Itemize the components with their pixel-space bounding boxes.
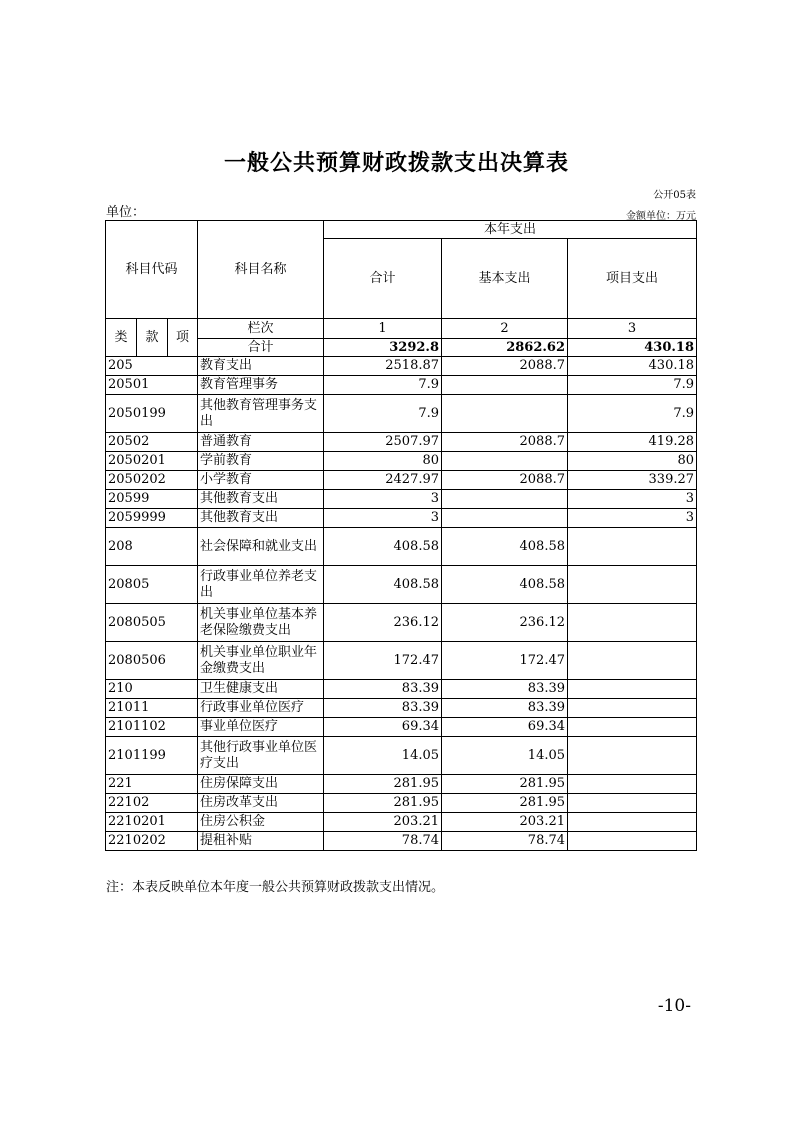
cell-project (568, 680, 697, 699)
cell-code: 208 (106, 528, 198, 566)
header-project: 项目支出 (568, 239, 697, 319)
cell-total: 281.95 (324, 775, 442, 794)
cell-project (568, 832, 697, 851)
cell-project (568, 566, 697, 604)
cell-basic (442, 452, 568, 471)
cell-project (568, 528, 697, 566)
cell-name: 小学教育 (198, 471, 324, 490)
cell-total: 281.95 (324, 794, 442, 813)
cell-project (568, 642, 697, 680)
cell-basic: 408.58 (442, 528, 568, 566)
cell-project: 3 (568, 509, 697, 528)
page-title: 一般公共预算财政拨款支出决算表 (223, 151, 569, 176)
cell-name: 其他教育支出 (198, 509, 324, 528)
cell-code: 20805 (106, 566, 198, 604)
cell-total: 203.21 (324, 813, 442, 832)
cell-basic: 281.95 (442, 775, 568, 794)
cell-name: 事业单位医疗 (198, 718, 324, 737)
table-row (106, 357, 697, 376)
cell-basic: 236.12 (442, 604, 568, 642)
table-row (106, 813, 697, 832)
cell-project: 80 (568, 452, 697, 471)
cell-name: 其他行政事业单位医疗支出 (198, 737, 324, 775)
cell-name: 卫生健康支出 (198, 680, 324, 699)
cell-basic (442, 490, 568, 509)
table-row (106, 699, 697, 718)
header-total: 合计 (324, 239, 442, 319)
table-row (106, 737, 697, 775)
cell-basic: 83.39 (442, 699, 568, 718)
table-row (106, 376, 697, 395)
table-body (106, 221, 697, 851)
cell-name: 住房保障支出 (198, 775, 324, 794)
cell-basic: 408.58 (442, 566, 568, 604)
cell-basic: 2088.7 (442, 433, 568, 452)
cell-code: 210 (106, 680, 198, 699)
page-number: -10- (657, 996, 691, 1016)
cell-code: 2050202 (106, 471, 198, 490)
cell-code: 221 (106, 775, 198, 794)
expenditure-table (105, 220, 697, 851)
table-row (106, 433, 697, 452)
cell-code: 20599 (106, 490, 198, 509)
cell-total: 80 (324, 452, 442, 471)
table-row (106, 832, 697, 851)
cell-total: 14.05 (324, 737, 442, 775)
cell-name: 其他教育管理事务支出 (198, 395, 324, 433)
cell-code: 2101199 (106, 737, 198, 775)
cell-basic: 2088.7 (442, 357, 568, 376)
cell-name: 住房改革支出 (198, 794, 324, 813)
cell-name: 其他教育支出 (198, 490, 324, 509)
table-row (106, 642, 697, 680)
cell-name: 学前教育 (198, 452, 324, 471)
cell-code: 2050201 (106, 452, 198, 471)
header-year-expenditure: 本年支出 (324, 221, 697, 239)
cell-total: 408.58 (324, 566, 442, 604)
column-order-2: 2 (442, 319, 568, 339)
total-row-total: 3292.8 (324, 339, 442, 357)
table-row (106, 718, 697, 737)
cell-project: 339.27 (568, 471, 697, 490)
cell-total: 3 (324, 509, 442, 528)
cell-total: 408.58 (324, 528, 442, 566)
cell-name: 机关事业单位职业年金缴费支出 (198, 642, 324, 680)
table-row (106, 794, 697, 813)
table-row (106, 471, 697, 490)
cell-code: 2101102 (106, 718, 198, 737)
column-order-1: 1 (324, 319, 442, 339)
cell-name: 机关事业单位基本养老保险缴费支出 (198, 604, 324, 642)
header-basic: 基本支出 (442, 239, 568, 319)
table-row (106, 604, 697, 642)
table-row (106, 490, 697, 509)
cell-basic (442, 376, 568, 395)
table-row (106, 509, 697, 528)
cell-name: 社会保障和就业支出 (198, 528, 324, 566)
cell-name: 教育支出 (198, 357, 324, 376)
total-row-label: 合计 (198, 339, 324, 357)
cell-total: 2507.97 (324, 433, 442, 452)
cell-basic (442, 395, 568, 433)
cell-name: 教育管理事务 (198, 376, 324, 395)
cell-basic: 2088.7 (442, 471, 568, 490)
column-order-label: 栏次 (198, 319, 324, 339)
cell-basic (442, 509, 568, 528)
cell-code: 21011 (106, 699, 198, 718)
table-row (106, 528, 697, 566)
money-unit-label: 金额单位：万元 (626, 211, 696, 222)
table-row (106, 680, 697, 699)
cell-code: 2210201 (106, 813, 198, 832)
cell-project (568, 737, 697, 775)
cell-name: 住房公积金 (198, 813, 324, 832)
cell-basic: 281.95 (442, 794, 568, 813)
cell-total: 83.39 (324, 699, 442, 718)
cell-code: 2050199 (106, 395, 198, 433)
table-row (106, 566, 697, 604)
cell-total: 7.9 (324, 376, 442, 395)
total-row-basic: 2862.62 (442, 339, 568, 357)
cell-name: 提租补贴 (198, 832, 324, 851)
header-xiang: 项 (168, 319, 198, 357)
table-row (106, 452, 697, 471)
column-order-row (106, 319, 697, 339)
cell-total: 2518.87 (324, 357, 442, 376)
cell-total: 69.34 (324, 718, 442, 737)
cell-project: 430.18 (568, 357, 697, 376)
cell-total: 2427.97 (324, 471, 442, 490)
header-code: 科目代码 (106, 221, 198, 319)
cell-code: 2080505 (106, 604, 198, 642)
total-row-project: 430.18 (568, 339, 697, 357)
cell-project (568, 813, 697, 832)
form-number: 公开05表 (653, 190, 696, 201)
cell-project (568, 699, 697, 718)
column-order-3: 3 (568, 319, 697, 339)
cell-project: 3 (568, 490, 697, 509)
table-row (106, 395, 697, 433)
cell-name: 普通教育 (198, 433, 324, 452)
cell-project: 419.28 (568, 433, 697, 452)
cell-code: 2080506 (106, 642, 198, 680)
table-note: 注：本表反映单位本年度一般公共预算财政拨款支出情况。 (106, 880, 445, 895)
cell-total: 3 (324, 490, 442, 509)
cell-code: 20501 (106, 376, 198, 395)
cell-project: 7.9 (568, 376, 697, 395)
cell-name: 行政事业单位医疗 (198, 699, 324, 718)
cell-project: 7.9 (568, 395, 697, 433)
cell-code: 205 (106, 357, 198, 376)
cell-basic: 172.47 (442, 642, 568, 680)
cell-basic: 69.34 (442, 718, 568, 737)
cell-project (568, 794, 697, 813)
header-name: 科目名称 (198, 221, 324, 319)
cell-project (568, 775, 697, 794)
cell-code: 20502 (106, 433, 198, 452)
cell-basic: 14.05 (442, 737, 568, 775)
cell-project (568, 718, 697, 737)
cell-basic: 203.21 (442, 813, 568, 832)
cell-code: 2059999 (106, 509, 198, 528)
header-kuan: 款 (137, 319, 168, 357)
cell-total: 83.39 (324, 680, 442, 699)
cell-total: 172.47 (324, 642, 442, 680)
cell-total: 7.9 (324, 395, 442, 433)
header-lei: 类 (106, 319, 137, 357)
unit-label: 单位： (106, 205, 146, 220)
cell-basic: 78.74 (442, 832, 568, 851)
cell-basic: 83.39 (442, 680, 568, 699)
cell-code: 22102 (106, 794, 198, 813)
header-row (106, 221, 697, 239)
cell-total: 236.12 (324, 604, 442, 642)
cell-total: 78.74 (324, 832, 442, 851)
cell-code: 2210202 (106, 832, 198, 851)
cell-name: 行政事业单位养老支出 (198, 566, 324, 604)
cell-project (568, 604, 697, 642)
table-row (106, 775, 697, 794)
